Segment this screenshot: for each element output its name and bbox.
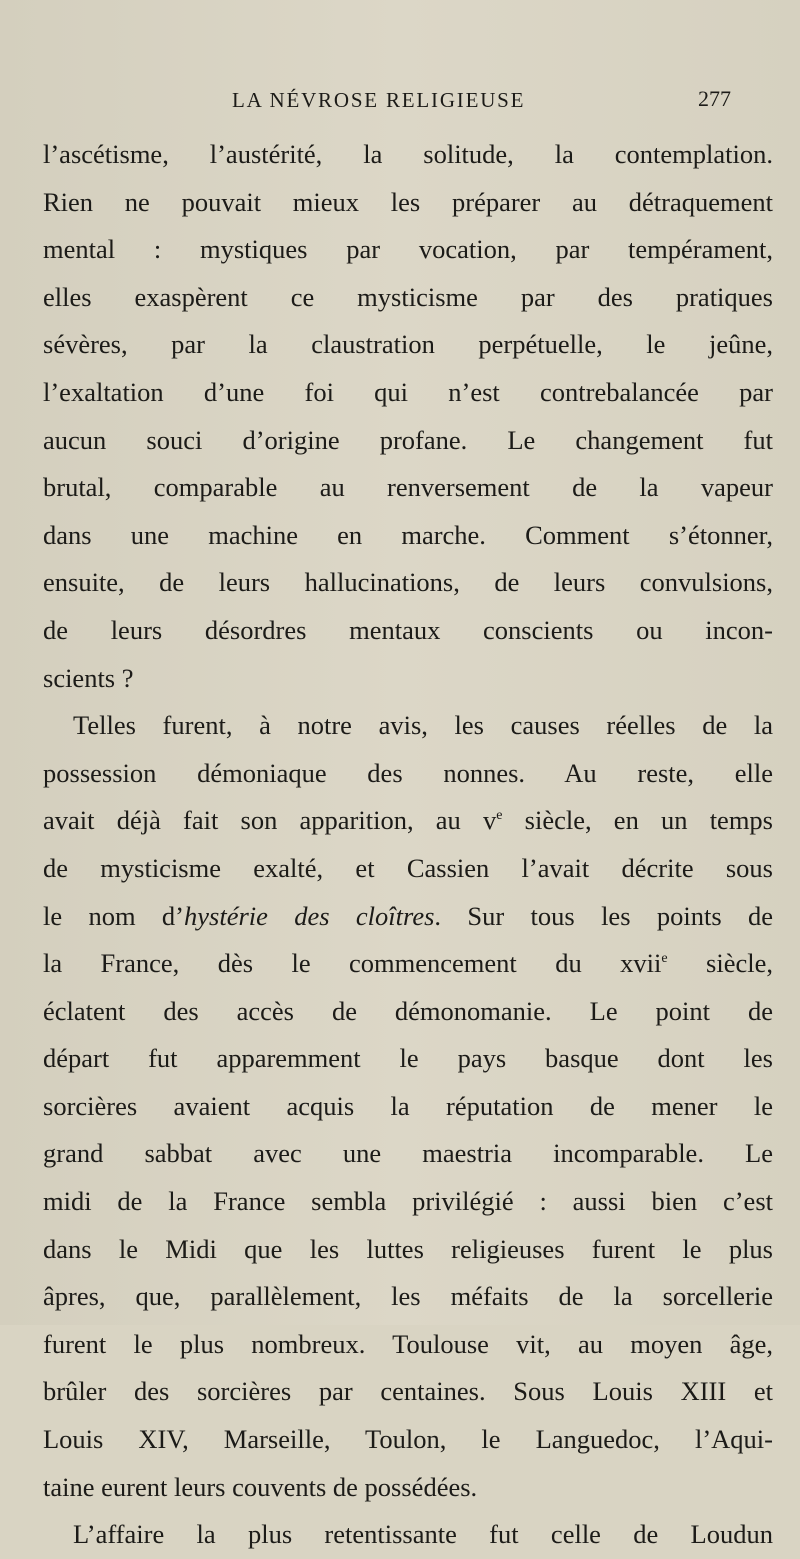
text-line: elles exaspèrent ce mysticisme par des pratiques [43,281,773,312]
text-line: éclatent des accès de démonomanie. Le point de [43,995,773,1026]
text-line: brutal, comparable au renversement de la vapeur [43,472,773,503]
line-part: siècle, [667,948,773,979]
text-line: aucun souci d’origine profane. Le changement fut [43,424,773,455]
text-line-with-italic [43,893,773,941]
text-line: dans une machine en marche. Comment s’étonner, [43,519,773,550]
text-line: dans le Midi que les luttes religieuses furent le plus [43,1233,773,1264]
paragraph-first-line: Telles furent, à notre avis, les causes réelles de la [73,710,773,741]
text-line: Rien ne pouvait mieux les préparer au détraquement [43,186,773,217]
text-line: furent le plus nombreux. Toulouse vit, au moyen âge, [43,1328,773,1359]
text-line: l’exaltation d’une foi qui n’est contrebalancée par [43,376,773,407]
text-line: de mysticisme exalté, et Cassien l’avait décrite sous [43,852,773,883]
text-line: brûler des sorcières par centaines. Sous Louis XIII et [43,1376,773,1407]
text-line: Louis XIV, Marseille, Toulon, le Languedoc, l’Aqui- [43,1424,773,1455]
page-number: 277 [698,86,731,111]
line-part: le nom d’ [43,900,185,931]
text-line: ensuite, de leurs hallucinations, de leurs convulsions, [43,567,773,598]
text-line: sorcières avaient acquis la réputation de mener le [43,1090,773,1121]
line-part: . Sur tous les points de [434,900,773,931]
line-part: siècle, en un temps [502,805,773,836]
ordinal-superscript: e [661,951,668,967]
line-part: avait déjà fait son apparition, au v [43,805,497,836]
ordinal-superscript: e [496,808,503,824]
text-line: midi de la France sembla privilégié : aussi bien c’est [43,1186,773,1217]
text-line-with-superscript [43,940,773,988]
text-line: de leurs désordres mentaux conscients ou incon- [43,614,773,645]
line-part: la France, dès le commencement du xvii [43,948,662,979]
text-line: âpres, que, parallèlement, les méfaits de la sorcellerie [43,1281,773,1312]
text-line: sévères, par la claustration perpétuelle, le jeûne, [43,329,773,360]
text-line: possession démoniaque des nonnes. Au reste, elle [43,757,773,788]
text-line: taine eurent leurs couvents de possédées. [43,1471,478,1502]
text-line: scients ? [43,662,134,693]
running-title: LA NÉVROSE RELIGIEUSE [232,88,526,112]
paragraph-first-line: L’affaire la plus retentissante fut celle de Loudun [73,1519,773,1550]
text-line: l’ascétisme, l’austérité, la solitude, la contemplation. [43,139,773,169]
text-line: grand sabbat avec une maestria incomparable. Le [43,1138,773,1169]
text-line: mental : mystiques par vocation, par tempérament, [43,234,773,265]
body-text [43,131,773,1559]
running-head [0,88,800,118]
text-line-with-superscript [43,797,773,845]
italic-title: hystérie des cloîtres [184,900,435,931]
text-line: départ fut apparemment le pays basque dont les [43,1043,773,1074]
